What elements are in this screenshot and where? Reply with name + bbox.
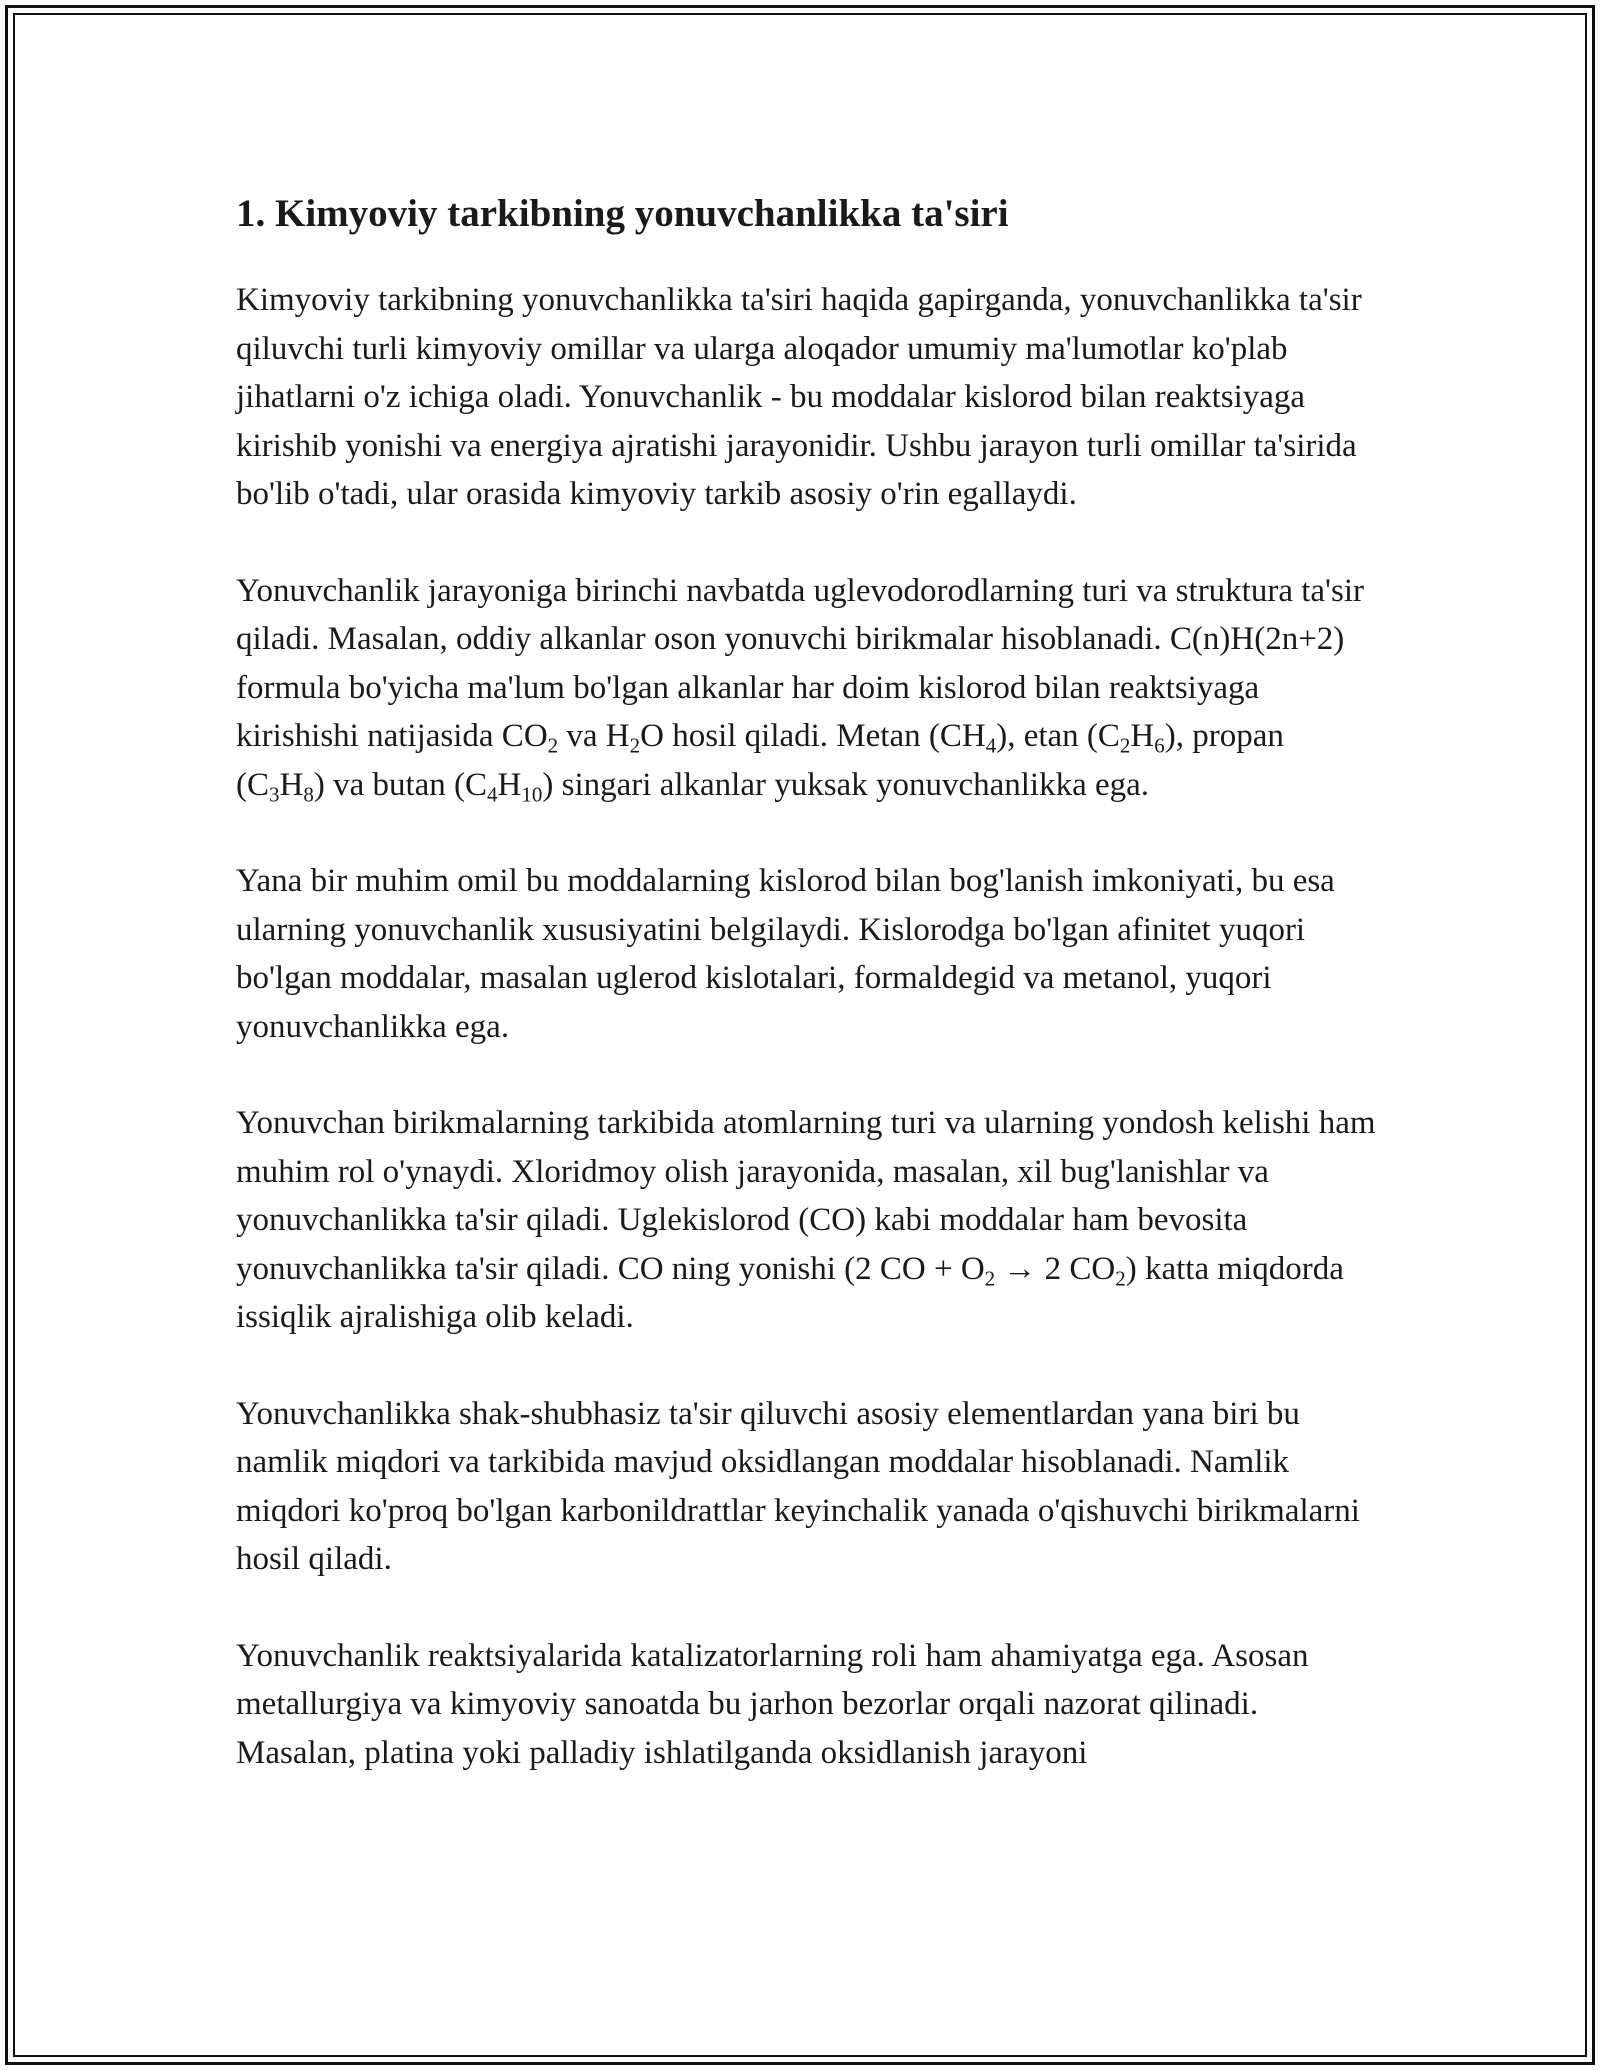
text-run: ), etan (C: [996, 718, 1120, 754]
text-run: Yonuvchanlik jarayoniga birinchi navbatda uglevodorodlarning turi va struktura ta'sir qiladi. Masalan, oddiy alkanlar oson yonuvchi birikmalar hisoblanadi. C(n)H(2n+2) formula bo'yicha ma'lum bo'lgan alkanlar har doim kislorod bilan reaktsiyaga kirishishi natijasida CO: [236, 572, 1364, 754]
subscript: 3: [269, 781, 280, 806]
text-run: O hosil qiladi. Metan (CH: [640, 718, 986, 754]
text-run: va H: [558, 718, 630, 754]
paragraph-catalysts: Yonuvchanlik reaktsiyalarida katalizatorlarning roli ham ahamiyatga ega. Asosan metallurgiya va kimyoviy sanoatda bu jarhon bezorlar orqali nazorat qilinadi. Masalan, platina yoki palladiy ishlatilganda oksidlanish jarayoni: [236, 1637, 1309, 1771]
paragraph-moisture: Yonuvchanlikka shak-shubhasiz ta'sir qiluvchi asosiy elementlardan yana biri bu namlik miqdori va tarkibida mavjud oksidlangan moddalar hisoblanadi. Namlik miqdori ko'proq bo'lgan karbonildrattlar keyinchalik yanada o'qishuvchi birikmalarni hosil qiladi.: [236, 1395, 1360, 1577]
paragraph-intro: Kimyoviy tarkibning yonuvchanlikka ta'siri haqida gapirganda, yonuvchanlikka ta'sir qiluvchi turli kimyoviy omillar va ularga aloqador umumiy ma'lumotlar ko'plab jihatlarni o'z ichiga oladi. Yonuvchanlik - bu moddalar kislorod bilan reaktsiyaga kirishib yonishi va energiya ajratishi jarayonidir. Ushbu jarayon turli omillar ta'sirida bo'lib o'tadi, ular orasida kimyoviy tarkib asosiy o'rin egallaydi.: [236, 282, 1362, 512]
subscript: 2: [984, 1265, 996, 1290]
text-run: H: [279, 766, 304, 803]
text-run: H: [497, 766, 522, 803]
subscript: 6: [1154, 733, 1165, 758]
text-run: ) va butan (C: [313, 766, 488, 803]
text-run: ) katta miqdorda issiqlik ajralishiga olib keladi.: [236, 1250, 1344, 1335]
subscript: 2: [1115, 1265, 1126, 1290]
subscript: 8: [303, 781, 314, 806]
subscript: 2: [1119, 733, 1131, 758]
subscript: 4: [487, 781, 498, 806]
text-run: H: [1130, 718, 1155, 754]
subscript: 2: [547, 733, 559, 758]
text-run: ), propan (C: [236, 718, 1284, 803]
paragraph-atoms: [236, 1099, 1376, 1342]
subscript: 10: [521, 781, 543, 806]
subscript: 2: [629, 733, 641, 758]
subscript: 4: [985, 733, 997, 758]
document-body: [236, 188, 1376, 1825]
text-run: ) singari alkanlar yuksak yonuvchanlikka ega.: [542, 766, 1150, 803]
text-run: → 2 CO: [995, 1250, 1116, 1287]
paragraph-alkanes: [236, 567, 1376, 810]
paragraph-oxygen-affinity: Yana bir muhim omil bu moddalarning kislorod bilan bog'lanish imkoniyati, bu esa ularning yonuvchanlik xususiyatini belgilaydi. Kislorodga bo'lgan afinitet yuqori bo'lgan moddalar, masalan uglerod kislotalari, formaldegid va metanol, yuqori yonuvchanlikka ega.: [236, 863, 1335, 1045]
text-run: Yonuvchan birikmalarning tarkibida atomlarning turi va ularning yondosh kelishi ham muhim rol o'ynaydi. Xloridmoy olish jarayonida, masalan, xil bug'lanishlar va yonuvchanlikka ta'sir qiladi. Uglekislorod (CO) kabi moddalar ham bevosita yonuvchanlikka ta'sir qiladi. CO ning yonishi (2 CO + O: [236, 1105, 1376, 1287]
section-heading: 1. Kimyoviy tarkibning yonuvchanlikka ta'siri: [236, 192, 1009, 235]
